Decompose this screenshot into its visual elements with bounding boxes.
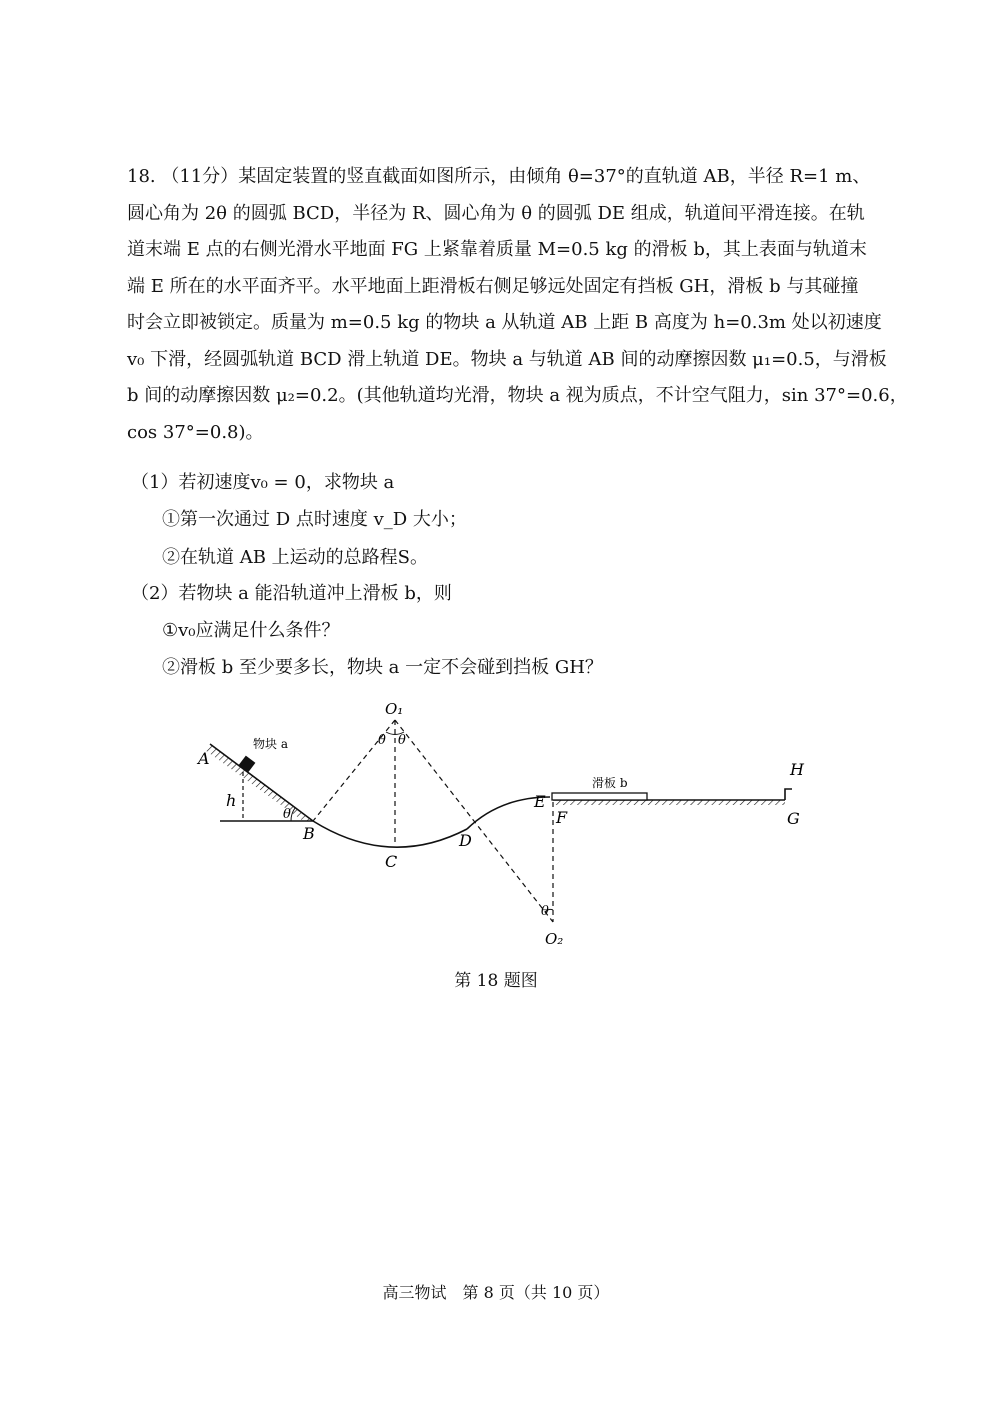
part-1-item-2: ②在轨道 AB 上运动的总路程S。 [162, 547, 428, 568]
label-board: 滑板 b [592, 776, 628, 790]
label-theta-O2: θ [541, 904, 549, 919]
question-line: 圆心角为 2θ 的圆弧 BCD，半径为 R、圆心角为 θ 的圆弧 DE 组成，轨道间平滑连接。在轨 [127, 202, 865, 224]
label-A: A [198, 749, 210, 768]
label-h: h [226, 791, 237, 810]
stopper-GH [785, 789, 792, 800]
label-D: D [459, 831, 472, 850]
label-block: 物块 a [253, 737, 288, 751]
label-E: E [534, 792, 546, 811]
label-G: G [787, 809, 800, 828]
question-line: b 间的动摩擦因数 μ₂=0.2。(其他轨道均光滑，物块 a 视为质点，不计空气阻力，sin 37°=0.6， [127, 385, 908, 406]
question-text [127, 159, 908, 451]
question-line: 道末端 E 点的右侧光滑水平地面 FG 上紧靠着质量 M=0.5 kg 的滑板 b，其上表面与轨道末 [127, 239, 867, 260]
figure-caption: 第 18 题图 [454, 971, 538, 991]
question-line: 时会立即被锁定。质量为 m=0.5 kg 的物块 a 从轨道 AB 上距 B 高度为 h=0.3m 处以初速度 [127, 312, 882, 333]
radius-O1-D-O2 [395, 720, 553, 922]
question-line: 端 E 所在的水平面齐平。水平地面上距滑板右侧足够远处固定有挡板 GH，滑板 b 与其碰撞 [127, 275, 859, 297]
page-footer: 高三物试 第 8 页（共 10 页） [382, 1283, 610, 1302]
board-b [552, 793, 647, 800]
question-line: v₀ 下滑，经圆弧轨道 BCD 滑上轨道 DE。物块 a 与轨道 AB 间的动摩擦因数 μ₁=0.5，与滑板 [127, 348, 887, 370]
label-H: H [790, 760, 804, 779]
label-theta-O1-left: θ [378, 733, 386, 748]
question-line: cos 37°=0.8)。 [127, 421, 264, 443]
label-C: C [385, 852, 398, 871]
label-theta-O1-right: θ [398, 733, 406, 748]
part-2-item-1: ①v₀应满足什么条件？ [162, 620, 340, 641]
track-diagram [195, 692, 815, 957]
label-F: F [556, 808, 568, 827]
part-1: （1）若初速度v₀ = 0，求物块 a [131, 472, 395, 493]
part-2: （2）若物块 a 能沿轨道冲上滑板 b，则 [131, 583, 452, 604]
part-2-item-2: ②滑板 b 至少要多长，物块 a 一定不会碰到挡板 GH？ [162, 657, 603, 678]
figure-18 [195, 692, 815, 957]
label-O1: O₁ [385, 700, 404, 718]
label-O2: O₂ [545, 930, 564, 948]
arc-BCD [313, 821, 467, 847]
label-theta-B: θ [283, 807, 291, 822]
question-line: 18. （11分）某固定装置的竖直截面如图所示，由倾角 θ=37°的直轨道 AB，半径 R=1 m、 [127, 166, 871, 187]
part-1-item-1: ①第一次通过 D 点时速度 v_D 大小； [162, 509, 467, 530]
label-B: B [303, 824, 315, 843]
